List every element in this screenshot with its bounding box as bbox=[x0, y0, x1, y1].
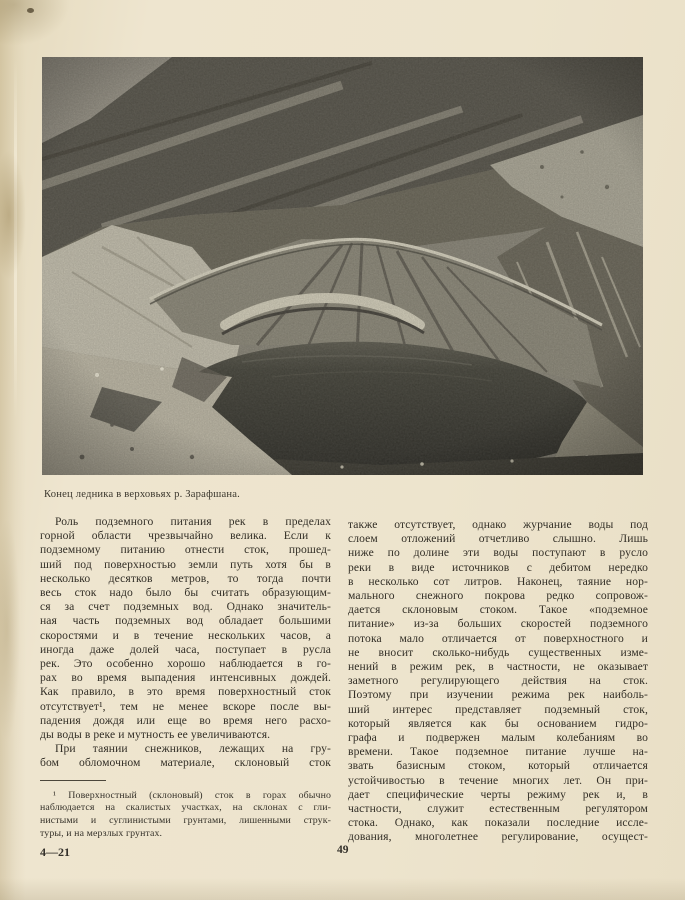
text-line: графа и подвержен малым колебаниям во bbox=[348, 731, 648, 745]
footnote-line: ¹ Поверхностный (склоновый) сток в горах обычно bbox=[53, 789, 331, 801]
text-line: иногда даже долей часа, поступает в русла bbox=[40, 642, 331, 656]
text-line: в несколько сот литров. Наконец, таяние нор- bbox=[348, 574, 648, 588]
footnote-line: туры, и на мерзлых грунтах. bbox=[40, 827, 163, 839]
text-line: реки в виде источников с дебитом нередко bbox=[348, 560, 648, 574]
text-line: весь сток надо было бы считать образующим- bbox=[40, 586, 331, 600]
text-line: рек. Это особенно хорошо наблюдается в го- bbox=[40, 657, 331, 671]
text-line: падения дождя или еще во время него расхо- bbox=[40, 713, 331, 727]
paper-speck bbox=[27, 8, 34, 13]
text-line: несколько десятков метров, то тогда почти bbox=[40, 571, 331, 585]
text-line: Как правило, в это время поверхностный сток bbox=[40, 685, 331, 699]
text-line: ся за счет подземных вод. Однако значитель- bbox=[40, 600, 331, 614]
footnote-divider bbox=[40, 780, 106, 781]
paper-edge-shading bbox=[0, 0, 26, 900]
text-line: рах во время выпадения интенсивных дождей. bbox=[40, 671, 331, 685]
text-line: бом обломочном материале, склоновый сток bbox=[40, 756, 331, 770]
text-line: дается склоновым стоком. Такое «подземное bbox=[348, 603, 648, 617]
footnote bbox=[40, 790, 331, 841]
text-line: ниже по долине эти воды поступают в русло bbox=[348, 546, 648, 560]
footnote-line: наблюдается на скалистых участках, на склонах с гли- bbox=[40, 802, 331, 814]
text-line: времени. Такое подземное питание лучше на- bbox=[348, 745, 648, 759]
text-line: дования, многолетнее регулирование, осущест- bbox=[348, 830, 648, 844]
text-line: дает специфические черты режиму рек и, в bbox=[348, 787, 648, 801]
text-line: нений в режим рек, в частности, не оказывает bbox=[348, 660, 648, 674]
text-line: Роль подземного питания рек в пределах bbox=[55, 515, 331, 528]
photo-caption: Конец ледника в верховьях р. Зарафшана. bbox=[44, 489, 241, 500]
text-line: звать базисным стоком, который отличается bbox=[348, 759, 648, 773]
text-line: питание» из-за больших скоростей подземного bbox=[348, 617, 648, 631]
text-line: ная часть подземных вод обладает большими bbox=[40, 614, 331, 628]
glacier-lake-photo bbox=[42, 57, 643, 475]
text-line: отсутствует¹, тем не менее вскоре после вы- bbox=[40, 699, 331, 713]
footnote-line: нистыми и суглинистыми грунтами, лишенными струк- bbox=[40, 815, 331, 827]
text-line: ший интерес представляет подземный сток, bbox=[348, 702, 648, 716]
left-column bbox=[40, 515, 331, 840]
signature-mark: 4—21 bbox=[40, 845, 70, 859]
text-line: Поэтому при изучении режима рек наиболь- bbox=[348, 688, 648, 702]
text-line: частности, служит естественным регулятором bbox=[348, 802, 648, 816]
right-column bbox=[348, 518, 648, 845]
text-line: слоем отложений отчетливо слышно. Лишь bbox=[348, 532, 648, 546]
paper-stain-corner bbox=[0, 0, 70, 46]
text-line: ды воды в реке и мутность ее увеличиваются. bbox=[40, 728, 271, 742]
text-line: потока мало отличается от поверхностного и bbox=[348, 631, 648, 645]
text-line: стока. Однако, как показали последние иссле- bbox=[348, 816, 648, 830]
text-line: мального снежного покрова редко сопровож- bbox=[348, 589, 648, 603]
text-line: не вносит сколько-нибудь существенных изме- bbox=[348, 645, 648, 659]
text-line: также отсутствует, однако журчание воды под bbox=[348, 518, 648, 531]
text-line: который является как бы основанием гидро- bbox=[348, 716, 648, 730]
text-line: скоростями и в течение нескольких часов, а bbox=[40, 628, 331, 642]
text-line: ший под поверхностью земли путь хотя бы в bbox=[40, 557, 331, 571]
text-line: устойчивостью в течение многих лет. Он при- bbox=[348, 773, 648, 787]
text-line: горной области чрезвычайно велика. Если к bbox=[40, 529, 331, 543]
text-line: При таянии снежников, лежащих на гру- bbox=[55, 742, 331, 756]
text-line: заметного регулирующего действия на сток. bbox=[348, 674, 648, 688]
page-number: 49 bbox=[337, 844, 349, 856]
paper-bottom-shade bbox=[0, 878, 685, 900]
text-line: подземному питанию отнести сток, прошед- bbox=[40, 543, 331, 557]
